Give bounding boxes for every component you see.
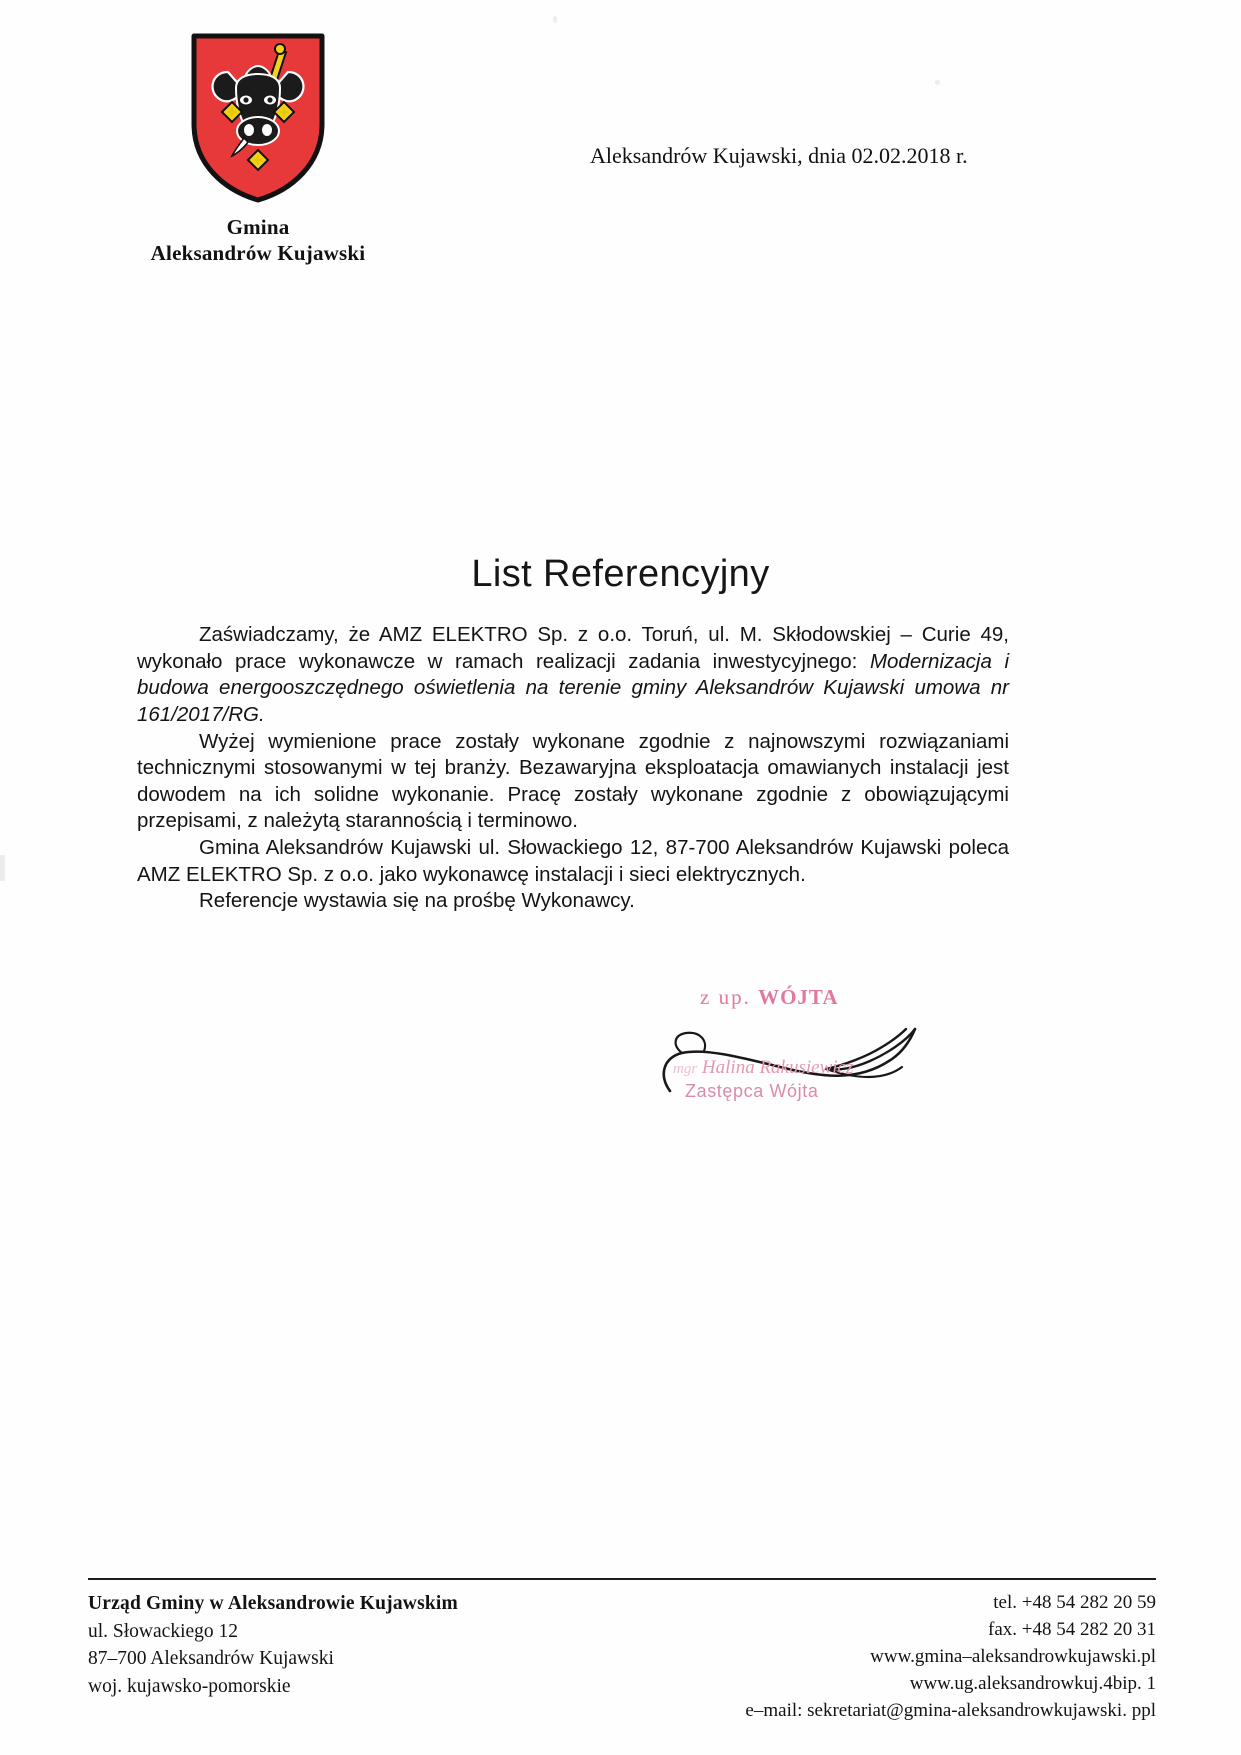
scan-speck <box>553 16 557 23</box>
footer-office-name: Urząd Gminy w Aleksandrowie Kujawskim <box>88 1593 458 1614</box>
footer-street: ul. Słowackiego 12 <box>88 1620 239 1642</box>
footer-fax: fax. +48 54 282 20 31 <box>988 1618 1156 1640</box>
footer-website-bip[interactable]: www.ug.aleksandrowkuj.4bip. 1 <box>909 1672 1156 1694</box>
footer-divider <box>88 1578 1156 1580</box>
document-title: List Referencyjny <box>471 553 770 595</box>
stamp-authority-line <box>700 985 839 1010</box>
stamp-authority-prefix: z up. <box>700 985 751 1009</box>
footer-telephone: tel. +48 54 282 20 59 <box>993 1592 1156 1613</box>
footer-voivodeship: woj. kujawsko-pomorskie <box>88 1676 291 1698</box>
paragraph-4: Referencje wystawia się na prośbę Wykonawcy. <box>199 889 635 913</box>
stamp-signer-role: Zastępca Wójta <box>685 1081 819 1101</box>
footer <box>88 1590 1156 1725</box>
paragraph-2: Wyżej wymienione prace zostały wykonane zgodnie z najnowszymi rozwiązaniami technicznymi stosowanymi w tej branży. Bezawaryjna eksploatacja omawianych instalacji jest dowodem na ich solidne wykonanie. Pracę zostały wykonane zgodnie z obowiązującymi przepisami, z należytą starannością i terminowo. <box>137 729 1009 833</box>
stamp-signer-prefix: mgr <box>673 1061 698 1077</box>
footer-website-primary[interactable]: www.gmina–aleksandrowkujawski.pl <box>870 1645 1156 1667</box>
footer-email[interactable]: e–mail: sekretariat@gmina-aleksandrowkujawski. ppl <box>745 1699 1156 1721</box>
paragraph-3: Gmina Aleksandrów Kujawski ul. Słowackiego 12, 87-700 Aleksandrów Kujawski poleca AMZ ELEKTRO Sp. z o.o. jako wykonawcę instalacji i sieci elektrycznych. <box>137 836 1009 886</box>
municipality-caption <box>88 214 428 267</box>
place-and-date: Aleksandrów Kujawski, dnia 02.02.2018 r. <box>590 143 968 168</box>
scan-speck <box>935 80 940 85</box>
municipality-line-2: Aleksandrów Kujawski <box>150 241 366 266</box>
paragraph-1 <box>137 622 1009 729</box>
stamp-signer-name <box>673 1057 853 1079</box>
letterhead <box>88 32 428 267</box>
paragraph-1-text: Zaświadczamy, że AMZ ELEKTRO Sp. z o.o. Toruń, ul. M. Skłodowskiej – Curie 49, wykonało prace wykonawcze w ramach realizacji zadania inwestycyjnego: <box>137 623 1009 673</box>
signature-block <box>655 985 985 1105</box>
stamp-authority-title: WÓJTA <box>758 985 839 1009</box>
municipality-line-1: Gmina <box>226 215 290 239</box>
paragraph-1-project-name: Modernizacja i budowa energooszczędnego oświetlenia na terenie gminy Aleksandrów Kujawski umowa nr 161/2017/RG. <box>137 649 1009 726</box>
footer-address <box>88 1590 458 1701</box>
footer-contacts <box>745 1590 1156 1725</box>
footer-postal-city: 87–700 Aleksandrów Kujawski <box>88 1648 334 1670</box>
stamp-signer-fullname: Halina Rakusiewicz <box>701 1057 854 1078</box>
scan-edge-artifact <box>0 855 5 881</box>
letter-body <box>137 622 1009 915</box>
coat-of-arms-icon <box>188 32 328 204</box>
